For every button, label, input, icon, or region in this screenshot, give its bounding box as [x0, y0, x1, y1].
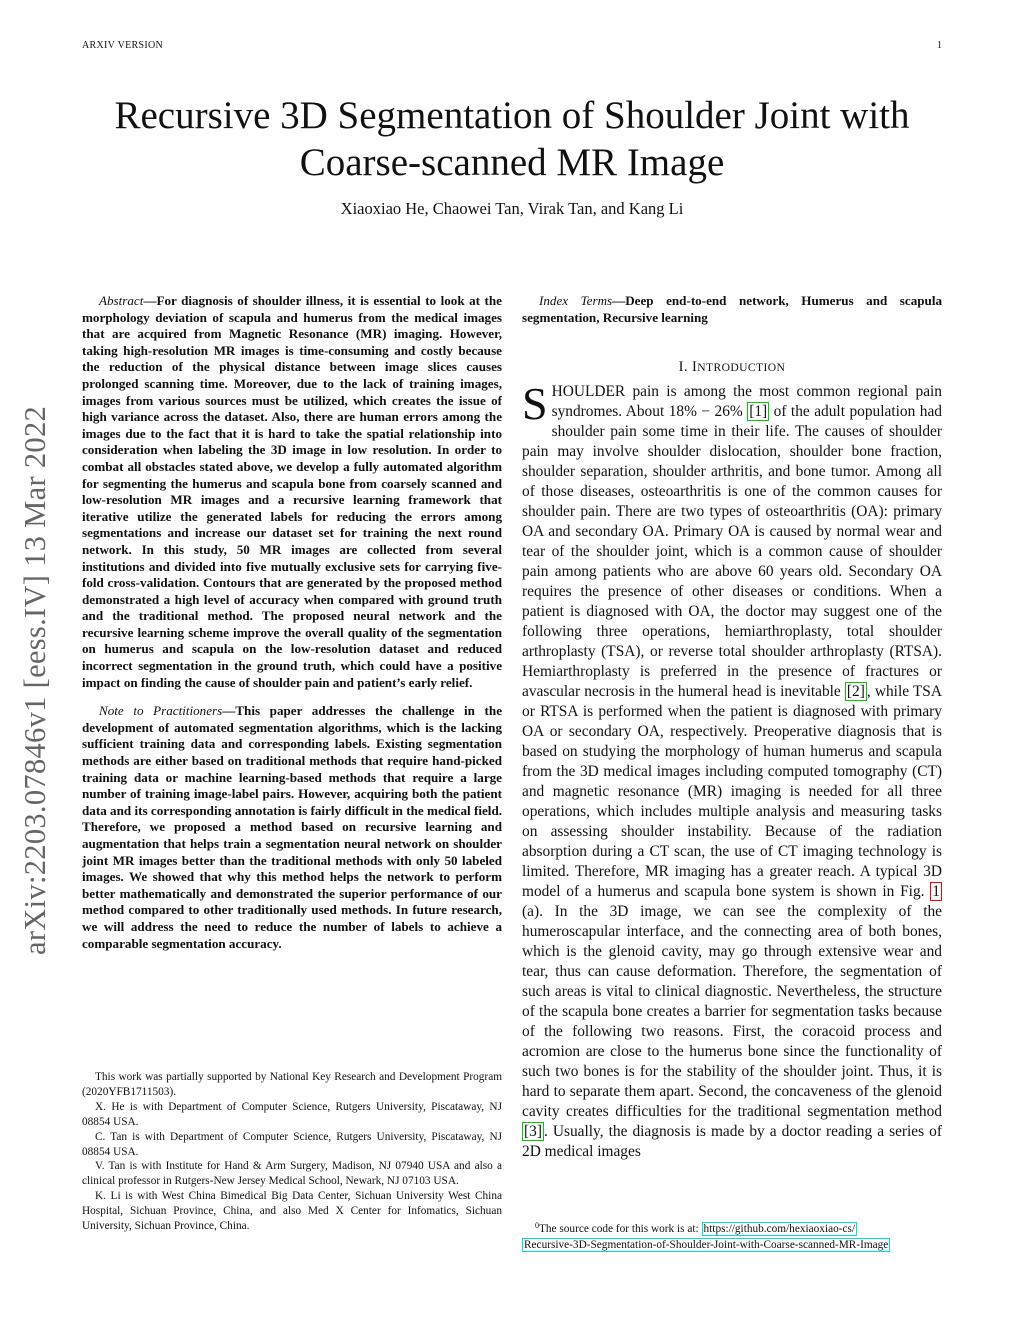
- source-url-link-continued[interactable]: Recursive-3D-Segmentation-of-Shoulder-Joint-with-Coarse-scanned-MR-Image: [524, 1239, 889, 1251]
- footnote-author-v-tan: V. Tan is with Institute for Hand & Arm Surgery, Madison, NJ 07940 USA and also a clinical professor in Rutgers-New Jersey Medical School, Newark, NJ 07103 USA.: [82, 1160, 502, 1188]
- intro-text-1: HOULDER pain is among the most common regional pain syndromes. About 18% − 26%: [551, 383, 942, 420]
- page-number: 1: [937, 40, 942, 51]
- citation-link-1[interactable]: [1]: [749, 403, 768, 420]
- paper-title: Recursive 3D Segmentation of Shoulder Joint with Coarse-scanned MR Image: [114, 94, 910, 184]
- introduction-paragraph: [522, 378, 942, 1162]
- author-list: Xiaoxiao He, Chaowei Tan, Virak Tan, and Kang Li: [340, 199, 684, 218]
- intro-text-2: of the adult population had shoulder pain some time in their life. The causes of shoulder pain may involve shoulder dislocation, shoulder bone fraction, shoulder separation, shoulder arthritis, and bone tumor. Among all of those diseases, osteoarthritis is one of the common causes for shoulder pain. There are two types of osteoarthritis (OA): primary OA and secondary OA. Primary OA is caused by normal wear and tear of the shoulder joint, which is a common cause of shoulder pain among patients who are above 60 years old. Secondary OA requires the presence of other diseases or conditions. When a patient is diagnosed with OA, the doctor may suggest one of the following three operations, hemiarthroplasty, total shoulder arthroplasty (TSA), or reverse total shoulder arthroplasty (RTSA). Hemiarthroplasty is preferred in the presence of fractures or avascular necrosis in the humeral head is inevitable: [522, 403, 942, 700]
- note-to-practitioners-paragraph: [82, 703, 502, 952]
- figure-link-1[interactable]: 1: [932, 883, 940, 900]
- arxiv-identifier-stamp: arXiv:2203.07846v1 [eess.IV] 13 Mar 2022: [18, 405, 52, 955]
- note-label: Note to Practitioners: [99, 703, 223, 719]
- introduction-body: [522, 378, 942, 1162]
- affiliation-footnotes: [82, 1070, 502, 1234]
- intro-text-5: . Usually, the diagnosis is made by a doctor reading a series of 2D medical images: [522, 1123, 942, 1160]
- index-terms-text: —Deep end-to-end network, Humerus and scapula segmentation, Recursive learning: [522, 293, 942, 325]
- source-url-link[interactable]: https://github.com/hexiaoxiao-cs/: [703, 1223, 856, 1235]
- source-note-text: The source code for this work is at:: [539, 1223, 702, 1235]
- running-head: ARXIV VERSION: [82, 40, 164, 51]
- citation-link-3[interactable]: [3]: [524, 1123, 542, 1140]
- abstract-paragraph: [82, 293, 502, 691]
- abstract-section: [82, 293, 502, 952]
- section-title-initial: I: [691, 359, 698, 375]
- footnote-author-c-tan: C. Tan is with Department of Computer Science, Rutgers University, Piscataway, NJ 08854 USA.: [82, 1130, 502, 1158]
- footnote-funding: This work was partially supported by National Key Research and Development Program (2020YFB1711503).: [82, 1071, 502, 1098]
- footnote-author-li: K. Li is with West China Bimedical Big Data Center, Sichuan University West China Hospital, Sichuan Province, China, and also Med X Center for Infomatics, Sichuan University, Sichuan Province, China.: [82, 1190, 502, 1233]
- abstract-text: —For diagnosis of shoulder illness, it is essential to look at the morphology deviation of scapula and humerus from the medical images that are acquired from Magnetic Resonance (MR) imaging. However, taking high-resolution MR images is time-consuming and costly because the reduction of the physical distance between image slices causes prolonged scanning time. Moreover, due to the lack of training images, images from various sources must be utilized, which creates the issue of high variance across the dataset. Also, there are human errors among the images due to the fact that it is hard to take the spatial relationship into consideration when labeling the 3D image in low resolution. In order to combat all obstacles stated above, we develop a fully automated algorithm for segmenting the humerus and scapula bone from coarsely scanned and low-resolution MR images and a recursive learning framework that iterative utilize the generated labels for reducing the errors among segmentations and increase our dataset set for training the next round network. In this study, 50 MR images are collected from several institutions and divided into five mutually exclusive sets for carrying five-fold cross-validation. Contours that are generated by the proposed method demonstrated a high level of accuracy when compared with ground truth and the traditional method. The proposed neural network and the recursive learning scheme improve the overall quality of the segmentation on humerus and scapula on the low-resolution dataset and reduced incorrect segmentation in the ground truth, which could have a positive impact on finding the cause of shoulder pain and patient’s early relief.: [82, 293, 502, 690]
- intro-text-3: , while TSA or RTSA is performed when the patient is diagnosed with primary OA or secondary OA, respectively. Preoperative diagnosis that is based on studying the morphology of human humerus and scapula from the 3D medical images including computed tomography (CT) and magnetic resonance (MR) imaging is needed for all three operations, which includes multiple analysis and measuring tasks on assessing shoulder instability. Because of the radiation absorption during a CT scan, the use of CT imaging technology is limited. Therefore, MR imaging has a greater reach. A typical 3D model of a humerus and scapula bone system is shown in Fig.: [522, 683, 942, 900]
- section-number: I.: [678, 359, 688, 375]
- intro-text-4: (a). In the 3D image, we can see the complexity of the humeroscapular interface, and the connecting area of both bones, which is the glenoid cavity, may go through extensive wear and tear, thus can cause deformation. Therefore, the segmentation of such areas is vital to clinical diagnostic. Nevertheless, the structure of the scapula bone creates a barrier for segmentation tasks because of the following two reasons. First, the coracoid process and acromion are close to the humerus bone since the functionality of such two bones is for the stability of the shoulder joint. Thus, it is hard to separate them apart. Second, the concaveness of the glenoid cavity creates difficulties for the traditional segmentation method: [522, 903, 942, 1120]
- citation-link-2[interactable]: [2]: [846, 683, 865, 700]
- index-terms-label: Index Terms: [539, 293, 613, 308]
- drop-cap: S: [522, 378, 548, 429]
- source-code-footnote: [522, 1218, 962, 1253]
- footnote-mark: 0: [535, 1221, 539, 1230]
- footnote-author-he: X. He is with Department of Computer Science, Rutgers University, Piscataway, NJ 08854 USA.: [82, 1100, 502, 1128]
- abstract-label: Abstract: [99, 293, 144, 308]
- note-text: —This paper addresses the challenge in the development of automated segmentation algorithms, which is the lacking sufficient training data and corresponding labels. Existing segmentation methods are either based on traditional methods that require hand-picked training data or machine learning-based methods that require a large number of training image-label pairs. However, acquiring both the patient data and its corresponding annotation is fairly difficult in the medical field. Therefore, we proposed a method based on recursive learning and augmentation that helps train a segmentation neural network on shoulder joint MR images better than the traditional methods with only 50 labeled images. We showed that why this method helps the network to perform better mathematically and demonstrated the superior performance of our method compared to other traditionally used methods. In future research, we will address the need to reduce the number of labels to achieve a comparable segmentation accuracy.: [82, 703, 503, 951]
- section-title-rest: NTRODUCTION: [697, 361, 786, 374]
- index-terms: [522, 293, 942, 326]
- section-heading-introduction: [522, 359, 942, 376]
